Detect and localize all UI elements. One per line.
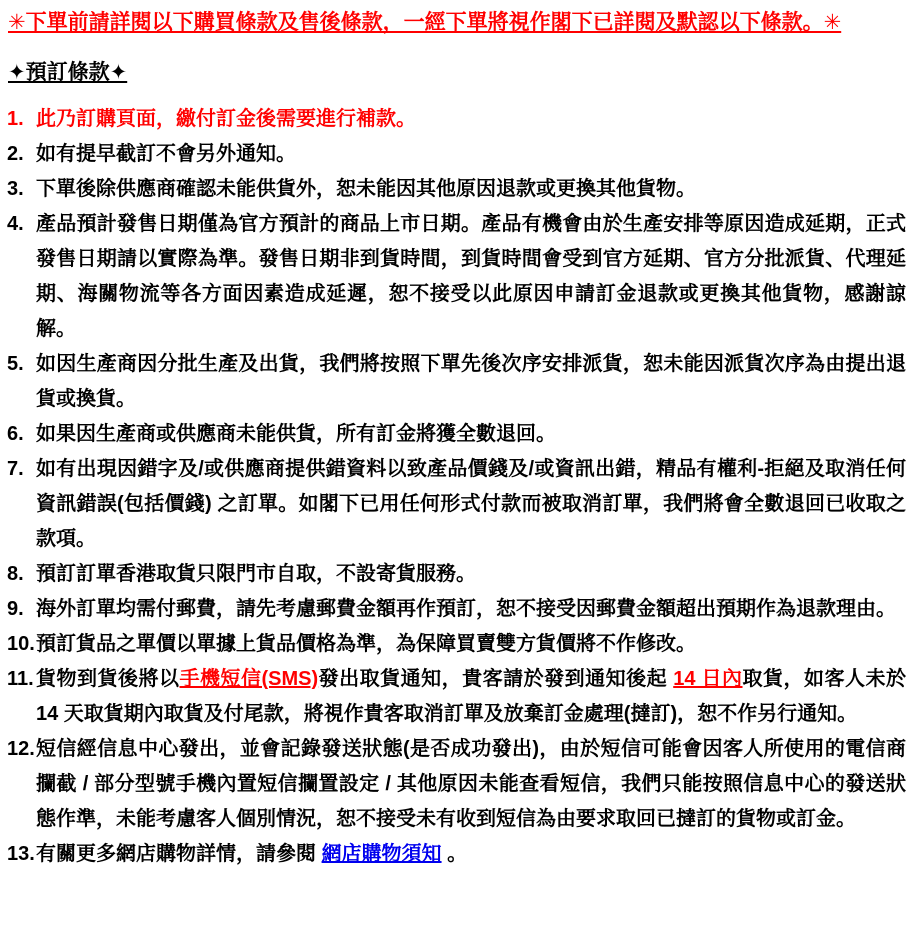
term-segment: 預訂貨品之單價以單據上貨品價格為準，為保障買賣雙方貨價將不作修改。	[36, 633, 696, 655]
term-segment: 取貨，如客人未於 14 天取貨期內取貨及付尾款，將視作貴客取消訂單及放棄訂金處理(撻訂)，恕不作另行通知。	[36, 668, 907, 725]
term-text	[36, 837, 906, 872]
term-text	[36, 207, 906, 347]
term-number: 4.	[7, 213, 24, 235]
term-text	[36, 417, 906, 452]
term-number: 7.	[7, 458, 24, 480]
term-text	[36, 732, 906, 837]
term-segment: 產品預計發售日期僅為官方預計的商品上市日期。產品有機會由於生產安排等原因造成延期，正式發售日期請以實際為準。發售日期非到貨時間，到貨時間會受到官方延期、官方分批派貨、代理延期、海關物流等各方面因素造成延遲，恕不接受以此原因申請訂金退款或更換其他貨物，感謝諒解。	[36, 213, 906, 340]
term-item	[7, 557, 906, 592]
term-segment: 如因生產商因分批生產及出貨，我們將按照下單先後次序安排派貨，恕未能因派貨次序為由提出退貨或換貨。	[36, 353, 906, 410]
term-segment: 貨物到貨後將以	[36, 668, 180, 690]
term-segment: 如有出現因錯字及/或供應商提供錯資料以致產品價錢及/或資訊出錯，精品有權利-拒絕及取消任何資訊錯誤(包括價錢) 之訂單。如閣下已用任何形式付款而被取消訂單，我們將會全數退回已收取之款項。	[36, 458, 906, 550]
term-number: 10.	[7, 633, 35, 655]
term-item	[7, 452, 906, 557]
term-number: 11.	[7, 668, 34, 690]
term-text	[36, 172, 906, 207]
section-title-preorder-terms: ✦預訂條款✦	[8, 61, 128, 84]
term-item	[7, 207, 906, 347]
term-item	[7, 627, 906, 662]
term-segment: 如有提早截訂不會另外通知。	[36, 143, 296, 165]
term-highlight: 手機短信(SMS)	[179, 668, 319, 690]
term-item	[7, 592, 906, 627]
terms-list	[0, 102, 913, 872]
term-number: 3.	[7, 178, 24, 200]
term-item	[7, 417, 906, 452]
term-segment: 短信經信息中心發出，並會記錄發送狀態(是否成功發出)，由於短信可能會因客人所使用的電信商攔截 / 部分型號手機內置短信攔置設定 / 其他原因未能查看短信，我們只能按照信息中心的發送狀態作準，未能考慮客人個別情況，恕不接受未有收到短信為由要求取回已撻訂的貨物或訂金。	[36, 738, 906, 830]
term-text	[36, 137, 906, 172]
term-number: 12.	[7, 738, 35, 760]
term-text	[36, 102, 906, 137]
term-item	[7, 172, 906, 207]
term-item	[7, 662, 906, 732]
pre-order-notice: ✳下單前請詳閱以下購買條款及售後條款，一經下單將視作閣下已詳閱及默認以下條款。✳	[8, 11, 842, 34]
term-item	[7, 732, 906, 837]
term-segment: 有關更多網店購物詳情，請參閱	[36, 843, 322, 865]
term-item	[7, 837, 906, 872]
term-segment: 下單後除供應商確認未能供貨外，恕未能因其他原因退款或更換其他貨物。	[36, 178, 696, 200]
term-highlight: 14 日內	[673, 668, 743, 690]
term-item	[7, 102, 906, 137]
term-text	[36, 592, 906, 627]
term-number: 1.	[7, 108, 24, 130]
term-number: 5.	[7, 353, 24, 375]
term-segment: 此乃訂購頁面，繳付訂金後需要進行補款。	[36, 108, 416, 130]
term-text	[36, 347, 906, 417]
store-shopping-guide-link[interactable]: 網店購物須知	[321, 843, 442, 865]
term-segment: 發出取貨通知，貴客請於發到通知後起	[318, 668, 674, 690]
term-segment: 如果因生產商或供應商未能供貨，所有訂金將獲全數退回。	[36, 423, 556, 445]
term-number: 8.	[7, 563, 24, 585]
term-number: 6.	[7, 423, 24, 445]
term-text	[36, 627, 906, 662]
term-number: 2.	[7, 143, 24, 165]
term-text	[36, 452, 906, 557]
term-text	[36, 662, 906, 732]
term-text	[36, 557, 906, 592]
term-segment: 預訂訂單香港取貨只限門市自取，不設寄貨服務。	[36, 563, 476, 585]
term-segment: 。	[441, 843, 468, 865]
term-number: 13.	[7, 843, 35, 865]
term-item	[7, 137, 906, 172]
term-number: 9.	[7, 598, 24, 620]
term-item	[7, 347, 906, 417]
term-segment: 海外訂單均需付郵費，請先考慮郵費金額再作預訂，恕不接受因郵費金額超出預期作為退款理由。	[36, 598, 896, 620]
